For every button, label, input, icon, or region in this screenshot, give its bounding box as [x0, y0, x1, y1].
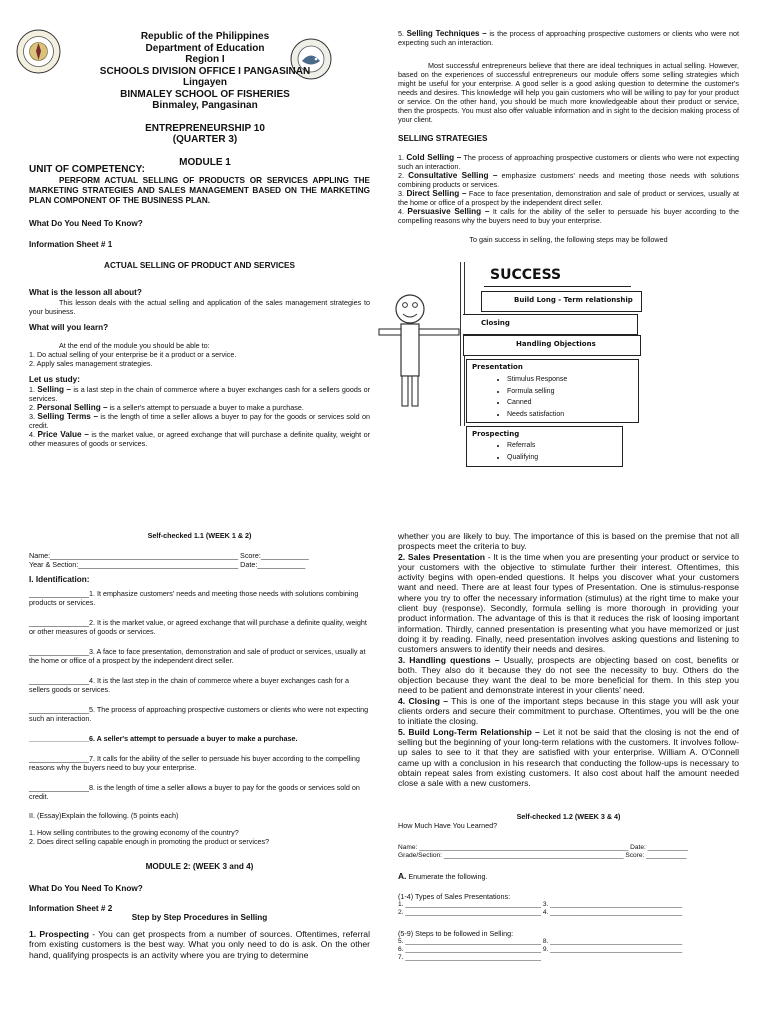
header-school-town: Binmaley, Pangasinan: [152, 100, 258, 111]
strategies-title: SELLING STRATEGIES: [398, 134, 488, 143]
year-section-line: Year & Section:________________________________________ Date:____________: [29, 560, 306, 569]
module2-section: [29, 862, 370, 960]
need-to-know-1: What Do You Need To Know?: [29, 218, 143, 228]
prospecting-paragraph: 1. Prospecting - You can get prospects from a number of sources. Oftentimes, referral from existing customers is the best way. What you only need to do is ask. On the other hand, qualifying prospects is an activity where you are trying to determine: [29, 929, 370, 960]
sales-presentations-label: (1-4) Types of Sales Presentations:: [398, 891, 511, 901]
presentation-item: • Formula selling: [507, 386, 567, 398]
selfcheck-2-section: [398, 812, 739, 963]
prospecting-continued: whether you are likely to buy. The importance of this is based on the premise that not all prospects meet the criteria to buy.: [398, 531, 739, 552]
lesson-question: What is the lesson all about?: [29, 287, 142, 297]
header-quarter: (QUARTER 3): [172, 134, 238, 145]
essay-label: II. (Essay)Explain the following. (5 points each): [29, 811, 179, 820]
handling-objections-step: Handling Objections: [463, 335, 641, 356]
uoc-text: PERFORM ACTUAL SELLING OF PRODUCTS OR SERVICES APPLING THE MARKETING STRATEGIES AND SALES MANAGEMENT BASED ON THE MARKETING PLAN COMPONENT OF THE BUSINESS PLAN.: [29, 175, 370, 205]
module2-title: MODULE 2: (WEEK 3 and 4): [145, 862, 254, 871]
identification-label: I. Identification:: [29, 575, 90, 584]
name-line: Name:_______________________________________________ Score:____________: [29, 551, 309, 560]
closing-step: Closing: [463, 314, 638, 335]
enumerate-instruction: A. Enumerate the following.: [398, 870, 488, 881]
presentation-item: • Stimulus Response: [507, 374, 567, 386]
module1-section: [29, 164, 370, 448]
lesson-text: This lesson deals with the actual selling and application of the sales management strategies to your business.: [29, 297, 370, 316]
sales-presentation-paragraph: 2. Sales Presentation - It is the time when you are presenting your product or service to your customers with the objective to stimulate further their interest. Oftentimes, this activity begins with open-ended questions. It helps you discover what your customers want and need. There are at least four types of Presentation. One is stimulus-response where you try to offer the necessary information (stimulus) at the right time to make your client buy (response). Secondly, formula selling is more thorough in providing your product information. The advantage of this is that it reduces the risk of loosing important information. Thirdly, canned presentation is presenting what you have memorized or just doing it by reading. Finally, need presentation involves asking questions and listening to customers answers to identify their needs and desires.: [398, 551, 739, 655]
header-module: MODULE 1: [179, 156, 231, 168]
presentation-step: Presentation • Stimulus Response • Formula selling • Canned • Needs satisfaction: [466, 359, 639, 423]
identification-item: _______________3. A face to face presentation, demonstration and sale of product or services, usually at the home or office of a prospect by the independent direct seller.: [29, 647, 366, 665]
prospecting-item: • Qualifying: [507, 452, 538, 464]
identification-item: _______________5. The process of approaching prospective customers or clients who were not expecting such an interaction.: [29, 705, 369, 723]
definition-personal-selling: 2. Personal Selling – is a seller's attempt to persuade a buyer to make a purchase.: [29, 402, 304, 412]
definition-selling: 1. Selling – is a last step in the chain of commerce where a buyer exchanges cash for a sellers goods or services.: [29, 384, 371, 403]
presentation-item: • Canned: [507, 397, 567, 409]
identification-item: _______________6. A seller's attempt to persuade a buyer to make a purchase.: [29, 734, 298, 743]
header-school: BINMALEY SCHOOL OF FISHERIES: [120, 88, 290, 100]
prospecting-list: [485, 440, 538, 463]
closing-paragraph: 4. Closing – This is one of the important steps because in this stage you will ask your clients orders and secure their commitment to purchase. Oftentimes, you will be the one to initiate the closing.: [398, 695, 739, 727]
build-relationship-paragraph: 5. Build Long-Term Relationship – Let it not be said that the closing is not the end of selling but the beginning of your long-term relations with the customers. It involves follow-up sales to see to it that they are satisfied with your enterprise. William A. O'Connell came up with a conclusion in his research that conducting the follow-ups is necessary to obtain repeat sales from existing customers. It also cost about half the amount needed close a sale with a new customers.: [398, 726, 739, 789]
identification-item: _______________2. It is the market value, or agreed exchange that will purchase a definite quality, weight or other measures of goods or services.: [29, 618, 367, 636]
name-date-line: Name: _________________________________________________________ Date: ___________: [398, 844, 689, 851]
steps-intro: To gain success in selling, the following steps may be followed: [469, 235, 668, 244]
document-header: [60, 31, 350, 168]
study-label: Let us study:: [29, 374, 80, 384]
build-relationship-step: Build Long - Term relationship: [481, 291, 642, 312]
definition-selling-terms: 3. Selling Terms – is the length of time a seller allows a buyer to pay for the goods or services sold on credit.: [29, 411, 370, 430]
essay-item: 2. Does direct selling capable enough in promoting the product or services?: [29, 837, 270, 846]
stick-figure: [376, 292, 466, 412]
answer-line: 5. _____________________________________ 8. ____________________________________: [398, 937, 683, 945]
essay-item: 1. How selling contributes to the growing economy of the country?: [29, 828, 239, 837]
header-department: Department of Education: [145, 42, 265, 54]
learn-item: 2. Apply sales management strategies.: [29, 358, 153, 368]
presentation-item: • Needs satisfaction: [507, 409, 567, 421]
learn-intro: At the end of the module you should be able to:: [59, 340, 210, 350]
selling-steps-label: (5-9) Steps to be followed in Selling:: [398, 928, 514, 938]
definition-price-value: 4. Price Value – is the market value, or agreed exchange that will purchase a definite quality, weight or other measures of goods or services.: [29, 429, 370, 448]
uoc-label: UNIT OF COMPETENCY:: [29, 164, 145, 175]
selfcheck-1-section: [29, 531, 370, 846]
header-republic: Republic of the Philippines: [140, 31, 270, 42]
answer-line: 1. _____________________________________ 3. ____________________________________: [398, 900, 683, 908]
selfcheck-2-subtitle: How Much Have You Learned?: [398, 821, 498, 830]
info-sheet-2: Information Sheet # 2: [29, 904, 113, 913]
right-bottom-section: [398, 531, 739, 788]
right-top-section: [398, 29, 739, 244]
strategy-cold-selling: 1. Cold Selling – The process of approaching prospective customers or clients who were not expecting such an interaction.: [398, 153, 739, 171]
header-subject: ENTREPRENEURSHIP 10: [145, 122, 265, 134]
grade-score-line: Grade/Section: _________________________________________________ Score: ___________: [398, 852, 687, 860]
answer-line: 2. _____________________________________ 4. ____________________________________: [398, 909, 683, 917]
answer-line: 6. _____________________________________ 9. ____________________________________: [398, 946, 683, 954]
answer-line: 7. _____________________________________: [398, 954, 542, 962]
presentation-list: [485, 374, 567, 420]
info-sheet-1: Information Sheet # 1: [29, 239, 113, 249]
prospecting-item: • Referrals: [507, 440, 538, 452]
strategy-direct-selling: 3. Direct Selling – Face to face presentation, demonstration and sale of product or services, usually at the home or office of a prospect by the independent direct seller.: [398, 189, 740, 207]
selfcheck-2-title: Self-checked 1.2 (WEEK 3 & 4): [516, 812, 621, 821]
sheet-title-1: ACTUAL SELLING OF PRODUCT AND SERVICES: [104, 260, 295, 270]
header-town: Lingayen: [183, 77, 227, 88]
learn-question: What will you learn?: [29, 322, 109, 332]
deped-seal: [16, 29, 61, 74]
prospecting-step: Prospecting • Referrals • Qualifying: [466, 426, 623, 467]
header-region: Region I: [185, 54, 225, 65]
handling-questions-paragraph: 3. Handling questions – Usually, prospects are objecting based on cost, benefits or both. They also do it because they do not see the necessity to buy. Others do the objection because they want the deal to be more beneficial for them. In this step you need to be patient and demonstrate interest in your clients' need.: [398, 654, 739, 696]
identification-item: _______________7. It calls for the ability of the seller to persuade his buyer according to the compelling reasons why the buyers need to buy your enterprise.: [29, 754, 360, 772]
identification-item: _______________8. is the length of time a seller allows a buyer to pay for the goods or services sold on credit.: [29, 783, 360, 801]
intro-paragraph: Most successful entrepreneurs believe that there are ideal techniques in actual selling. However, based on the experiences of successful entrepreneurs our module offers some selling strategies which might be useful for your enterprise. A good seller is a good asking question to determine the customer's needs and desires. This knowledge will help you gain customers who will be willing to pay for your product or service. On the other hand, you should be much more knowledgeable about their product or service, then the prospects. You must also offer valuable information and in sight to the decision making process of your client.: [398, 61, 739, 124]
header-division: SCHOOLS DIVISION OFFICE I PANGASINAN: [99, 65, 311, 77]
selling-techniques-def: 5. Selling Techniques – is the process of approaching prospective customers or clients who were not expecting such an interaction.: [398, 29, 739, 47]
steps-title: Step by Step Procedures in Selling: [131, 913, 268, 922]
success-label: SUCCESS: [490, 267, 562, 283]
need-to-know-2: What Do You Need To Know?: [29, 884, 143, 893]
identification-item: _______________4. It is the last step in the chain of commerce where a buyer exchanges cash for a sellers goods or services.: [29, 676, 350, 694]
success-step: [484, 264, 631, 287]
selfcheck-1-title: Self-checked 1.1 (WEEK 1 & 2): [147, 531, 252, 540]
strategy-persuasive-selling: 4. Persuasive Selling – It calls for the ability of the seller to persuade his buyer according to the compelling reasons why the buyers need to buy your enterprise.: [398, 207, 739, 225]
identification-item: _______________1. It emphasize customers' needs and meeting those needs with solutions combining products or services.: [29, 589, 359, 607]
learn-item: 1. Do actual selling of your enterprise be it a product or a service.: [29, 349, 237, 359]
strategy-consultative-selling: 2. Consultative Selling – emphasize customers' needs and meeting those needs with solutions combining products or services.: [398, 171, 740, 189]
